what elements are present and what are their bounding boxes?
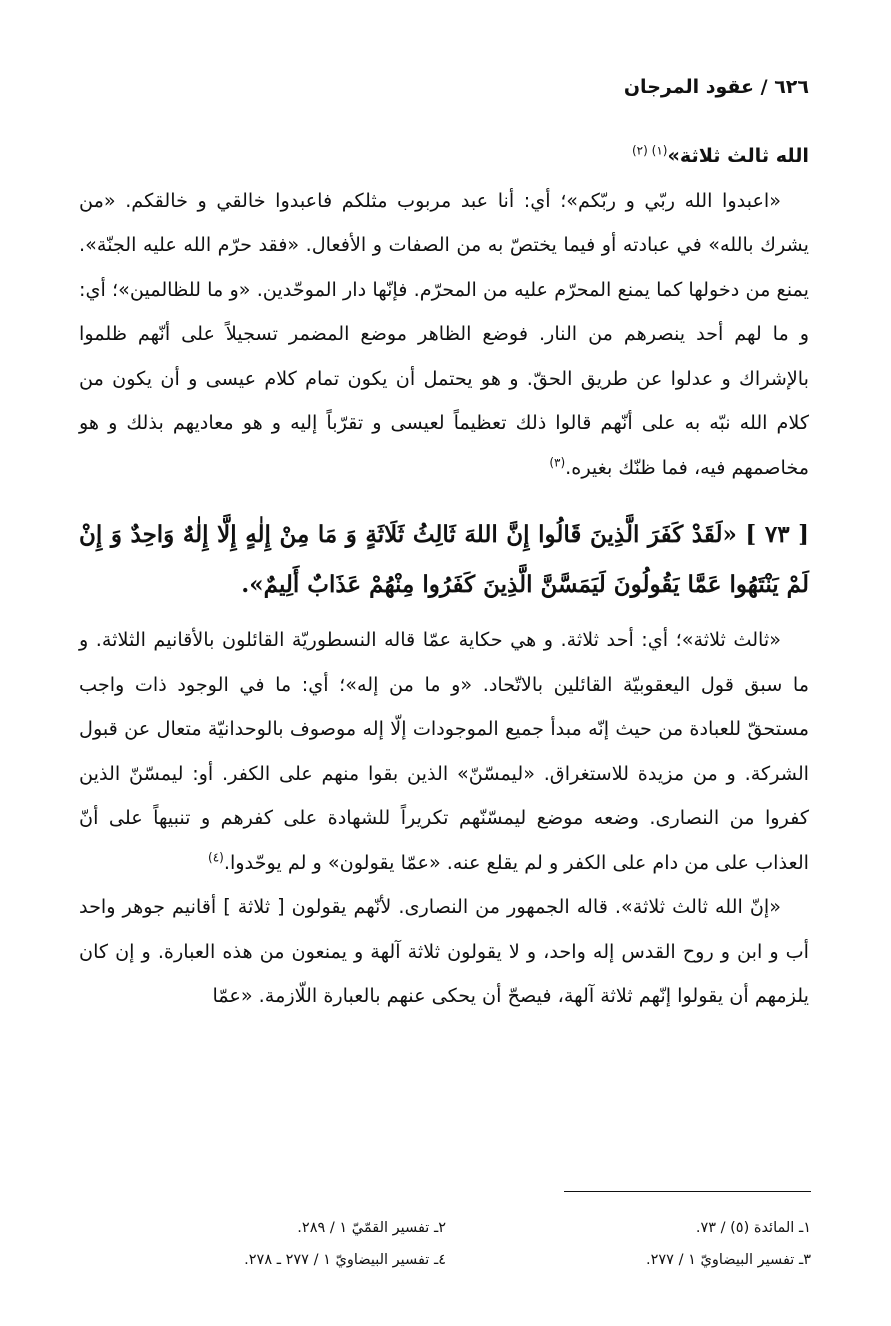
- footnote-ref-4: (٤): [208, 850, 224, 865]
- footnote-divider: [564, 1191, 811, 1192]
- quran-verse: [ ٧٣ ] «لَقَدْ كَفَرَ الَّذِينَ قَالُوا إِنَّ اللهَ ثَالِثُ ثَلَاثَةٍ وَ مَا مِنْ إِلٰهٍ إِلَّا إِلٰهٌ وَاحِدٌ وَ إِنْ لَمْ يَنْتَهُوا عَمَّا يَقُولُونَ لَيَمَسَّنَّ الَّذِينَ كَفَرُوا مِنْهُمْ عَذَابٌ أَلِيمٌ».: [79, 521, 810, 598]
- paragraph-1: [79, 179, 809, 491]
- running-head: ٦٢٦ / عقود المرجان: [623, 76, 809, 98]
- footnote-row: [81, 1212, 811, 1244]
- opening-line-text: الله ثالث ثلاثة»: [667, 144, 809, 167]
- main-text: [79, 134, 809, 1019]
- paragraph-1-text: «اعبدوا الله ربّي و ربّكم»؛ أي: أنا عبد مربوب مثلكم فاعبدوا خالقي و خالقكم. «من يشرك بالله» في عبادته أو فيما يختصّ به من الصفات و الأفعال. «فقد حرّم الله عليه الجنّة». يمنع من دخولها كما يمنع المحرّم عليه من المحرّم. فإنّها دار الموحّدين. «و ما للظالمين»؛ أي: و ما لهم أحد ينصرهم من النار. فوضع الظاهر موضع المضمر تسجيلاً على أنّهم ظلموا بالإشراك و عدلوا عن طريق الحقّ. و هو يحتمل أن يكون تمام كلام عيسى و أن يكون من كلام الله نبّه به على أنّهم قالوا ذلك تعظيماً لعيسى و تقرّباً إليه و هو معاديهم بذلك و هو مخاصمهم فيه، فما ظنّك بغيره.: [79, 188, 809, 479]
- footnote-3: ٣ـ تفسير البيضاويّ ١ / ٢٧٧.: [646, 1252, 811, 1268]
- footnote-4: ٤ـ تفسير البيضاويّ ١ / ٢٧٧ ـ ٢٧٨.: [244, 1252, 446, 1268]
- footnote-1: ١ـ المائدة (٥) / ٧٣.: [695, 1220, 811, 1236]
- paragraph-2: [79, 618, 809, 885]
- footnote-row: [81, 1244, 811, 1276]
- opening-line: [79, 134, 809, 179]
- footnotes: [81, 1212, 811, 1276]
- footnote-ref-1-2: (١) (٢): [631, 143, 668, 158]
- footnote-ref-3: (٣): [549, 455, 566, 470]
- paragraph-3: «إنّ الله ثالث ثلاثة». قاله الجمهور من النصارى. لأنّهم يقولون [ ثلاثة ] أقانيم جوهر واحد أب و ابن و روح القدس إله واحد، و لا يقولون ثلاثة آلهة و يمنعون من هذه العبارة. و إن كان يلزمهم أن يقولوا إنّهم ثلاثة آلهة، فيصحّ أن يحكى عنهم بالعبارة اللّازمة. «عمّا: [79, 895, 809, 1007]
- footnote-2: ٢ـ تفسير القمّيّ ١ / ٢٨٩.: [297, 1220, 446, 1236]
- paragraph-2-text: «ثالث ثلاثة»؛ أي: أحد ثلاثة. و هي حكاية عمّا قاله النسطوريّة القائلون بالأقانيم الثلاثة. و ما سبق قول اليعقوبيّة القائلين بالاتّحاد. «و ما من إله»؛ أي: ما في الوجود ذات واجب مستحقّ للعبادة من حيث إنّه مبدأ جميع الموجودات إلّا إله موصوف بالوحدانيّة متعال عن قبول الشركة. و من مزيدة للاستغراق. «ليمسّنّ» الذين بقوا منهم على الكفر. أو: ليمسّنّ الذين كفروا من النصارى. وضعه موضع ليمسّنّهم تكريراً للشهادة على كفرهم و تنبيهاً على أنّ العذاب على من دام على الكفر و لم يقلع عنه. «عمّا يقولون» و لم يوحّدوا.: [79, 628, 809, 874]
